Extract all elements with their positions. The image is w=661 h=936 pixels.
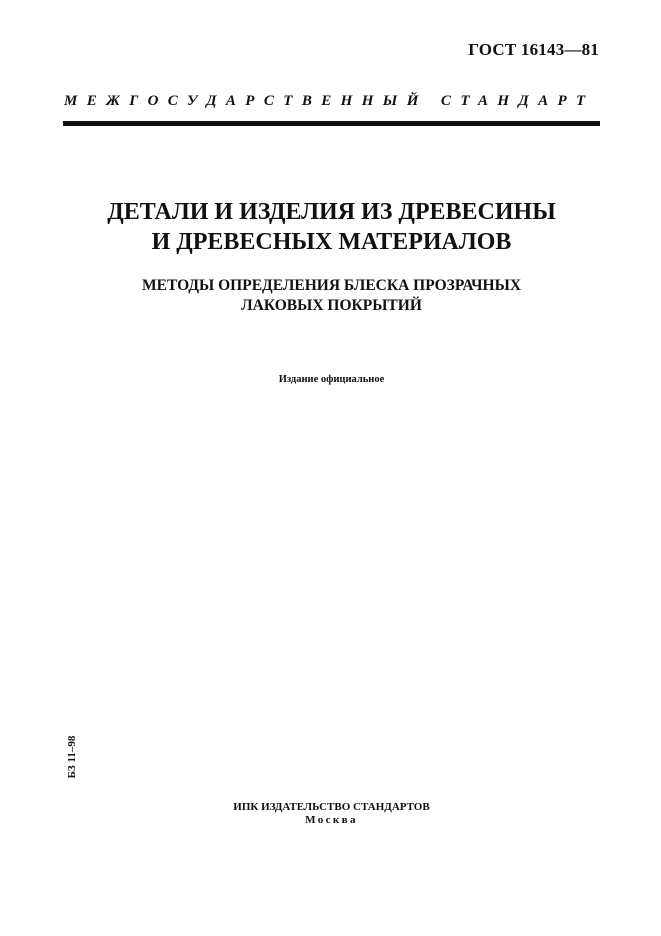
- publisher-name: ИПК ИЗДАТЕЛЬСТВО СТАНДАРТОВ: [233, 801, 430, 813]
- header-divider: [63, 121, 600, 126]
- title-line-1: ДЕТАЛИ И ИЗДЕЛИЯ ИЗ ДРЕВЕСИНЫ: [107, 199, 556, 225]
- subtitle-line-2: ЛАКОВЫХ ПОКРЫТИЙ: [241, 297, 422, 314]
- side-catalog-code: БЗ 11–98: [66, 735, 78, 779]
- document-title: [63, 197, 600, 257]
- document-subtitle: [63, 276, 600, 316]
- standard-type-heading: МЕЖГОСУДАРСТВЕННЫЙ СТАНДАРТ: [64, 93, 595, 109]
- subtitle-line-1: МЕТОДЫ ОПРЕДЕЛЕНИЯ БЛЕСКА ПРОЗРАЧНЫХ: [141, 277, 522, 294]
- title-line-2: И ДРЕВЕСНЫХ МАТЕРИАЛОВ: [151, 229, 512, 255]
- publisher-block: [63, 801, 600, 827]
- publisher-city: Москва: [305, 814, 358, 826]
- edition-note: Издание официальное: [278, 374, 385, 385]
- document-code: ГОСТ 16143—81: [468, 40, 599, 59]
